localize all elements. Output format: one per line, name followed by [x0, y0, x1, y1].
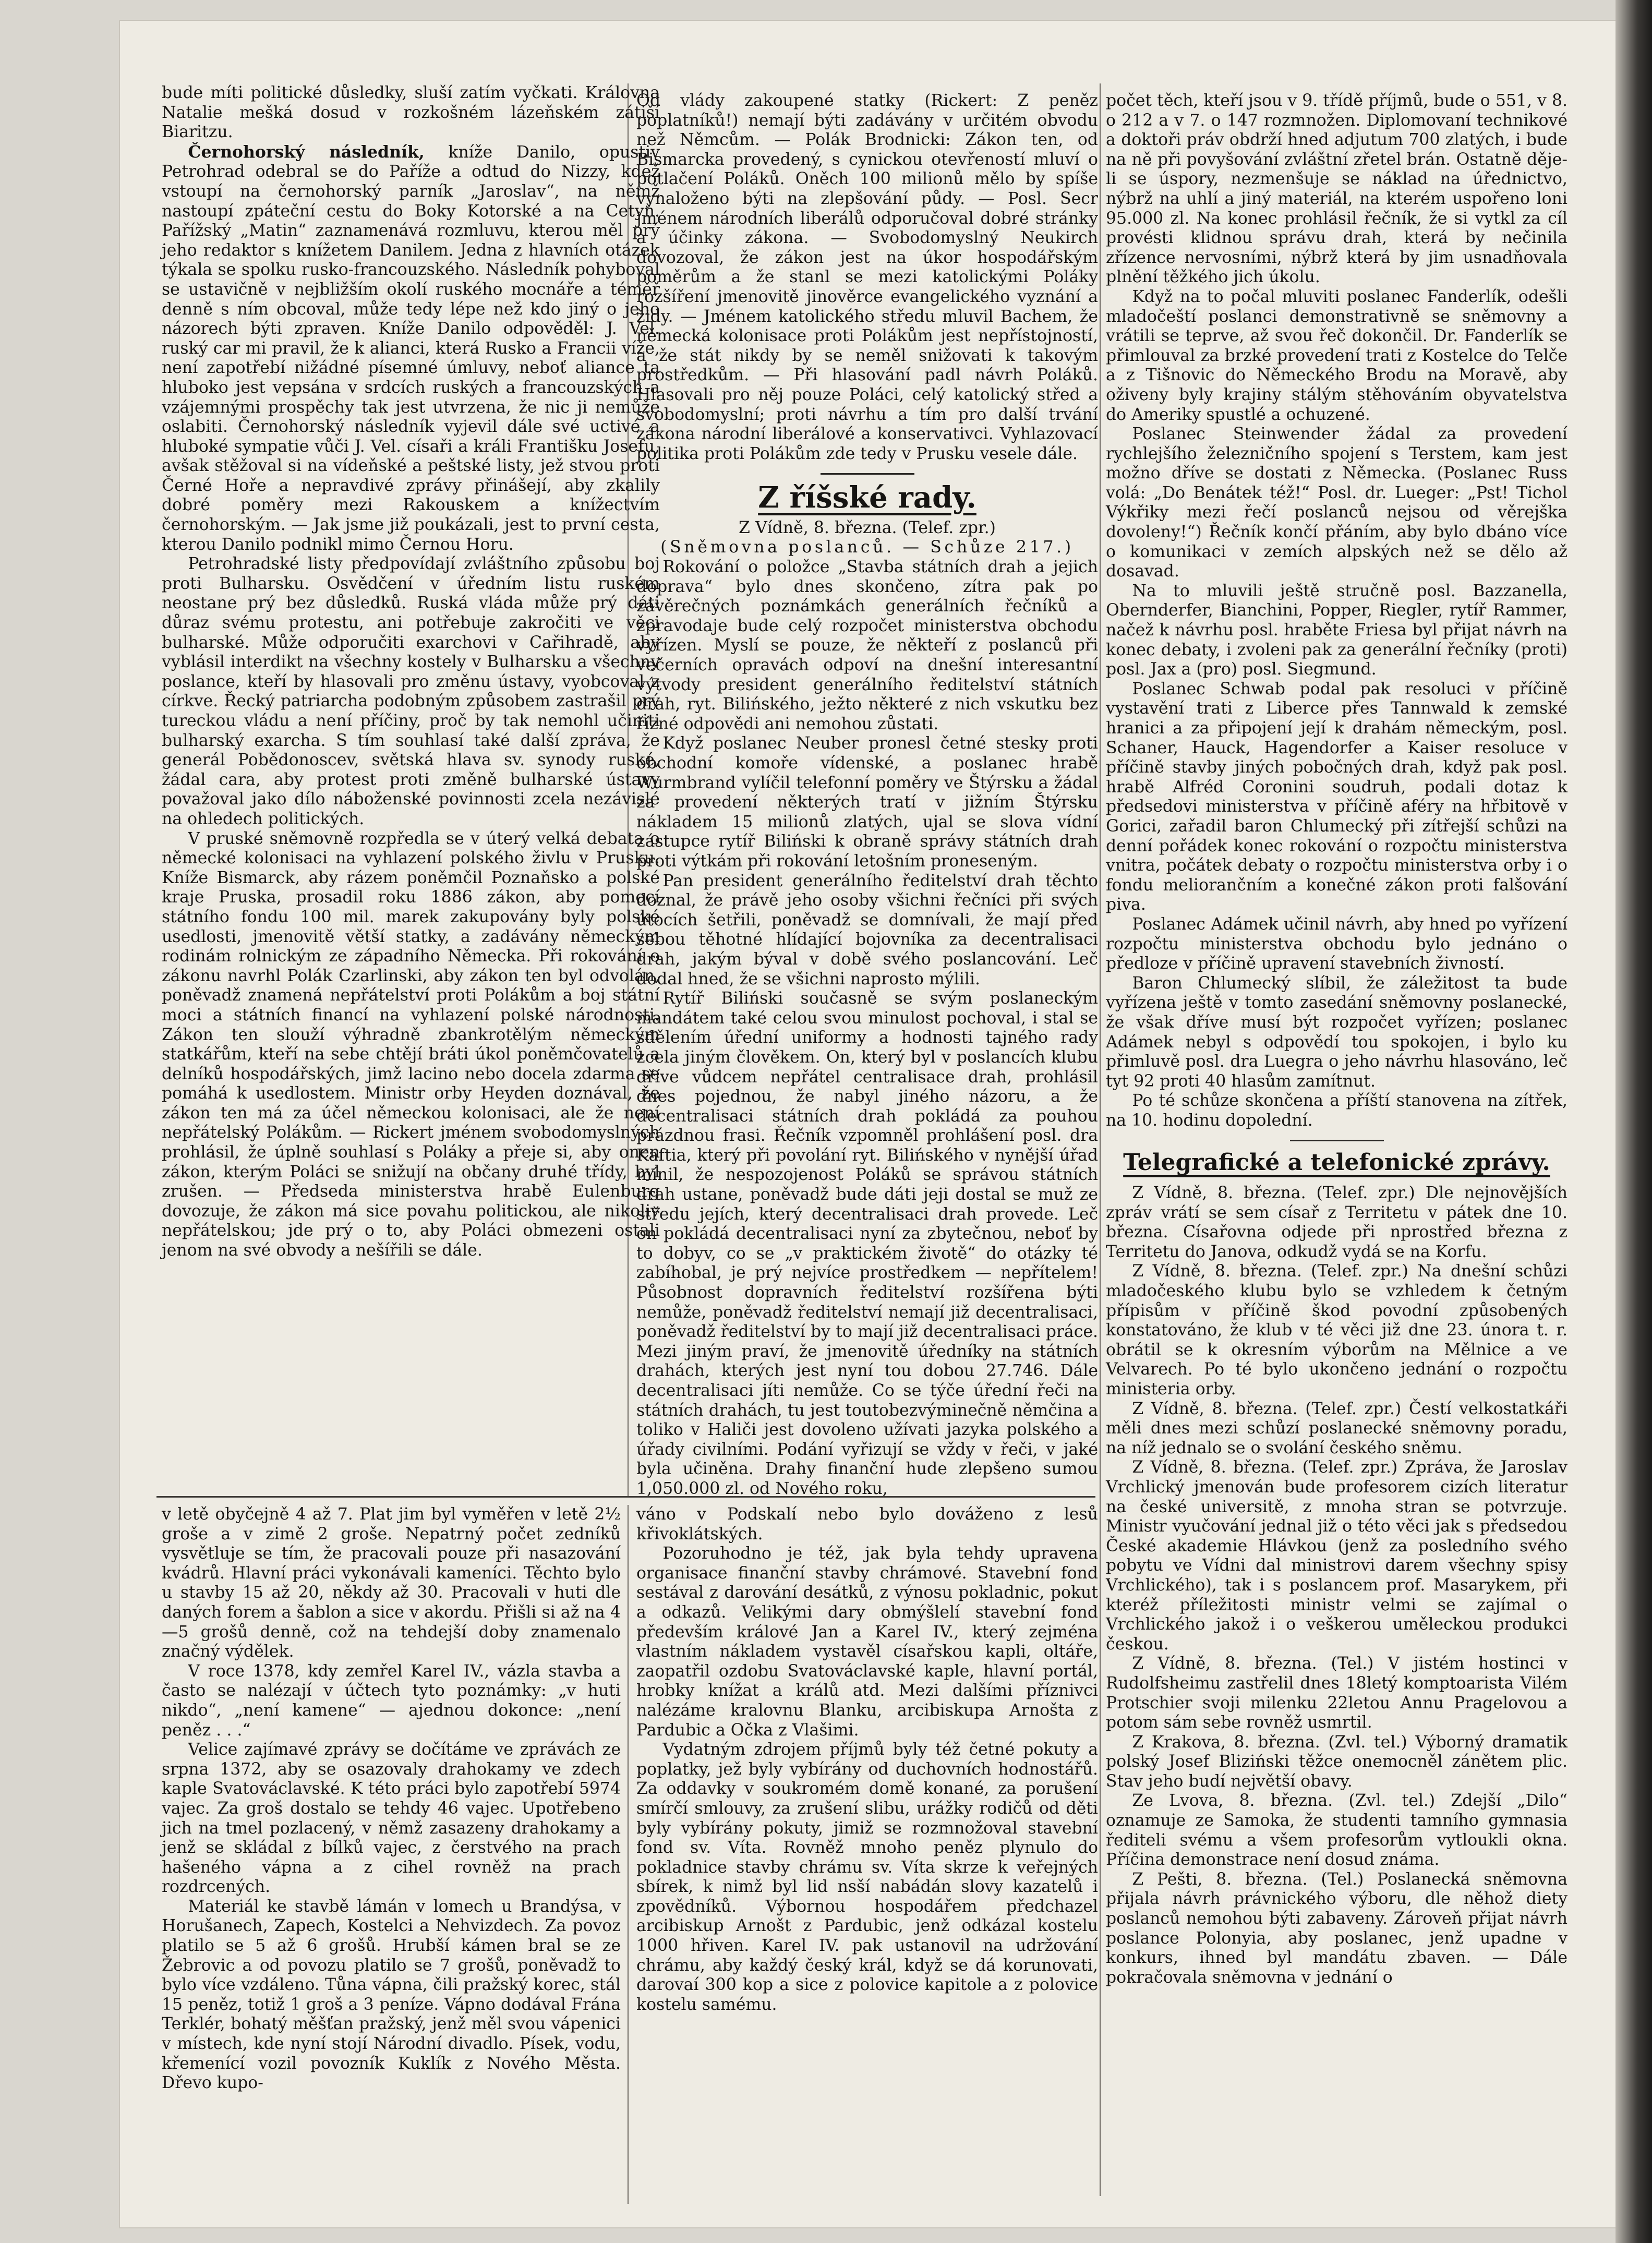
- paragraph: Rytíř Biliński současně se svým poslaneckým mandátem také celou svou minulost pochoval, i stal se sdělením úřední uniformy a hodnosti tajného rady zcela jiným člověkem. On, který byl v poslancích klubu dříve vůdcem nepřátel centralisace drah, prohlásil dnes pojednou, že nabyl jiného názoru, a že decentralisaci státních drah pokládá za pouhou prázdnou frasi. Řečník vzpomněl prohlášení posl. dra Kaftia, který při povolání ryt. Bilińského v nynější úřad mínil, že nespozojenost Poláků se správou státních drah ustane, poněvadž bude dáti jeji dostal se muž ze středu jejích, který decentralisaci drah provede. Leč on pokládá decentralisaci nyní za zbytečnou, neboť by to dobyv, co se „v praktickém životě“ do otázky té zabíhobal, je prý nejvíce prostředkem — nepřítelem! Působnost dopravních ředitelství rozšířena býti nemůže, poněvadž ředitelství nemají již decentralisaci, poněvadž ředitelství by to mají již decentralisaci práce. Mezi jiným praví, že jmenovitě úředníky na státních drahách, kterých jest nyní tou dobou 27.746. Dále decentralisaci jíti nemůže. Co se týče úřední řeči na státních drahách, tu jest toutobezvýminečně němčina a toliko v Haliči jest dovoleno užívati jazyka polského a úřady civilními. Podání vyřizují se vždy v řeči, v jaké byla učiněna. Drahy finanční hude zlepšeno sumou 1,050.000 zl. od Nového roku,: [636, 989, 1098, 1498]
- news-item: Z Vídně, 8. března. (Telef. zpr.) Dle nejnovějších zpráv vrátí se sem císař z Territetu v pátek dne 10. března. Císařovna odjede při nprostřed března z Territetu do Janova, odkudž vydá se na Korfu.: [1106, 1184, 1567, 1261]
- paragraph: Pozoruhodno je též, jak byla tehdy upravena organisace finanční stavby chrámové. Stavební fond sestával z darování desátků, z výnosu pokladnic, pokut a odkazů. Velikými dary obmýšlelí stavební fond především králové Jan a Karel IV., který zejména vlastním nákladem vystavěl císařskou kapli, oltáře, zaopatřil ozdobu Svatováclavské kaple, hlavní portál, hrobky knížat a králů atd. Mezi dalšími příznivci nalézáme kralovnu Blanku, arcibiskupa Arnošta z Pardubic a Očka z Vlašimi.: [636, 1544, 1098, 1740]
- paragraph: V pruské sněmovně rozpředla se v úterý velká debata o německé kolonisaci na vyhlazení polského živlu v Prusku. Kníže Bismarck, aby rázem poněmčil Poznaňsko a polské kraje Pruska, prosadil roku 1886 zákon, aby pomocí státního fondu 100 mil. marek zakupovány byly polské usedlosti, jmenovitě větší statky, a zadávány německým rodinám rolnickým ze západního Německa. Při rokování o zákonu navrhl Polák Czarlinski, aby zákon ten byl odvolán, poněvadž znamená nepřátelství proti Polákům a boj státní moci a státních financí na vyhlazení polské národnosti. Zákon ten slouží výhradně zbankrotělým německým statkářům, kteří na sebe chtějí bráti úkol poněmčovatelů a delníků hospodářských, jimž lacino nebo docela zdarma se pomáhá k usedlostem. Ministr orby Heyden doznával, že zákon ten má za účel německou kolonisaci, ale že není nepřátelský Polákům. — Rickert jménem svobodomyslných prohlásil, že úplně souhlasí s Poláky a přeje si, aby onen zákon, kterým Poláci se snižují na občany druhé třídy, byl zrušen. — Předseda ministerstva hrabě Eulenburg dovozuje, že zákon má sice povahu politickou, ale nikoliv nepřátelskou; jde prý o to, aby Poláci obmezeni ostali jenom na své obvody a nešířili se dále.: [162, 829, 660, 1260]
- column-1: [162, 83, 660, 1261]
- paragraph: Od vlády zakoupené statky (Rickert: Z peněz poplatníků!) nemají býti zadávány v určitém obvodu než Němcům. — Polák Brodnicki: Zákon ten, od Bismarcka provedený, s cynickou otevřeností mluví o potlačení Poláků. Oněch 100 milionů mělo by spíše vynaloženo býti na zlepšování půdy. — Posl. Secr jménem národních liberálů odporučoval dobré stránky a účinky zákona. — Svobodomyslný Neukirch dovozoval, že zákon jest na úkor hospodářským poměrům a že stanl se mezi katolickými Poláky rozšíření jmenovitě jinověrce evangelického vyznání a židy. — Jménem katolického středu mluvil Bachem, že německá kolonisace proti Polákům jest nepřístojností, a že stát nikdy by se neměl snižovati k takovým prostředkům. — Při hlasování padl návrh Poláků. Hlasovali pro něj pouze Poláci, celý katolický střed a svobodomyslní; proti návrhu a tím pro další trvání zákona národní liberálové a konservativci. Vyhlazovací politika proti Polákům zde tedy v Prusku vesele dále.: [636, 91, 1098, 463]
- news-item: Z Vídně, 8. března. (Telef. zpr.) Na dnešní schůzi mladočeského klubu bylo se vzhledem k četným přípisům v příčině škod povodní způsobených konstatováno, že klub v té věci již dne 23. února t. r. obrátil se k okresním výborům na Mělnice a ve Velvarech. Po té bylo ukončeno jednání o rozpočtu ministeria orby.: [1106, 1262, 1567, 1398]
- session-label: (Sněmovna poslanců. — Schůze 217.): [660, 538, 1074, 557]
- paragraph: Poslanec Adámek učinil návrh, aby hned po vyřízení rozpočtu ministerstva obchodu bylo jednáno o předloze v příčině upravení stavebních živností.: [1106, 914, 1567, 973]
- paragraph: Když poslanec Neuber pronesl četné stesky proti obchodní komoře vídenské, a poslanec hrabě Wurmbrand vylíčil telefonní poměry ve Štýrsku a žádal za provedení některých tratí v jižním Štýrsku nákladem 15 milionů zlatých, ujal se slova vídní zástupce rytíř Biliński k obraně správy státních drah proti výtkám při rokování letošním proneseným.: [636, 734, 1098, 871]
- paragraph: Materiál ke stavbě lámán v lomech u Brandýsa, v Horušanech, Zapech, Kostelci a Nehvizdech. Za povoz platilo se 5 až 6 grošů. Hrubší kámen bral se ze Žebrovic a od povozu platilo se 7 grošů, poněvadž to bylo více vzdáleno. Tůna vápna, čili pražský korec, stál 15 peněz, totiž 1 groš a 3 peníze. Vápno dodával Frána Terklér, bohatý měšťan pražský, jenž měl svou vápenici v místech, kde nyní stojí Národní divadlo. Písek, vodu, křemenící vozil povozník Kuklík z Nového Města. Dřevo kupo-: [162, 1897, 621, 2093]
- news-item: Z Vídně, 8. března. (Tel.) V jistém hostinci v Rudolfsheimu zastřelil dnes 18letý komptoarista Vilém Protschier svoji milenku 22letou Annu Pragelovou a potom sám sebe rovněž usmrtil.: [1106, 1654, 1567, 1732]
- paragraph: váno v Podskalí nebo bylo dováženo z lesů křivoklátských.: [636, 1505, 1098, 1543]
- paragraph: Poslanec Steinwender žádal za provedení rychlejšího železničního spojení s Terstem, kam jest možno dříve se dostati z Německa. (Poslanec Russ volá: „Do Benátek též!“ Posl. dr. Lueger: „Pst! Tichol Výkřiky mezi řečí poslanců nejsou od věrejška dovoleny!“) Řečník končí přáním, aby bylo dbáno více o komunikaci v zemích alpských než se dělo až dosavad.: [1106, 425, 1567, 581]
- news-item: Z Vídně, 8. března. (Telef. zpr.) Čestí velkostatkáři měli dnes mezi schůzí poslanecké sněmovny poradu, na níž jednalo se o svolání českého sněmu.: [1106, 1399, 1567, 1457]
- section-title: Telegrafické a telefonické zprávy.: [1123, 1149, 1550, 1176]
- feuilleton-column-2: [636, 1505, 1098, 2015]
- paragraph: Baron Chlumecký slíbil, že záležitost ta bude vyřízena ještě v tomto zasedání sněmovny poslanecké, že však dříve musí být rozpočet vyřízen; poslanec Adámek nebyl s odpovědí tou spokojen, i bylo ku přimluvě posl. dra Luegra o jeho návrhu hlasováno, leč tyt 92 proti 40 hlasům zamítnut.: [1106, 973, 1567, 1091]
- paragraph-text: kníže Danilo, opustiv Petrohrad odebral se do Paříže a odtud do Nizzy, kdež vstoupí na černohorský parník „Jaroslav“, na němž nastoupí zpáteční cestu do Boky Kotorské a na Cetyň. Pařížský „Matin“ zaznamenává rozmluvu, kterou měl prý jeho redaktor s knížetem Danilem. Jedna z hlavních otázek týkala se spolku rusko-francouzského. Následník pohyboval se ustavičně v nejbližším okolí ruského mocnáře a téměř denně s ním obcoval, může tedy lépe než kdo jiný o jeho názorech býti zpraven. Kníže Danilo odpověděl: J. Vel. ruský car mi pravil, že k alianci, která Rusko a Francii víže, není zapotřebí nižádné písemné úmluvy, neboť aliance ta hluboko jest vepsána v srdcích ruských a francouzských a vzájemnými prospěchy tak jest utvrzena, že nic ji nemůže oslabiti. Černohorský následník vyjevil dále své uctivé a hluboké sympatie vůči J. Vel. císaři a králi Františku Josefu, avšak stěžoval si na vídeňské a peštské listy, jež stvou proti Černé Hoře a nepravdivé zprávy přinášejí, aby zkalily dobré poměry mezi Rakouskem a knížectvím černohorským. — Jak jsme již poukázali, jest to první cesta, kterou Danilo podnikl mimo Černou Horu.: [162, 142, 660, 554]
- paragraph: V roce 1378, kdy zemřel Karel IV., vázla stavba a často se nalézají v účtech tyto poznámky: „v huti nikdo“, „není kamene“ — ajednou dokonce: „není peněz . . .“: [162, 1661, 621, 1740]
- paragraph: Pan president generálního ředitelství drah těchto doznal, že právě jeho osoby všichni řečníci při svých útocích šetřili, poněvadž se domnívali, že mají před sebou těhotné hlídající bojovníka za decentralisaci drah, jakým býval v době svého poslancování. Leč dodal hned, že se všichni naprosto mýlili.: [636, 871, 1098, 988]
- paragraph: Velice zajímavé zprávy se dočítáme ve zprávách ze srpna 1372, aby se osazovaly drahokamy ve zdech kaple Svatováclavské. K této práci bylo zapotřebí 5974 vajec. Za groš dostalo se tehdy 46 vajec. Upotřebeno jich na tmel pozlacený, v němž zasazeny drahokamy a jenž se skládal z bílků vajec, z čerstvého na prach hašeného vápna a z cihel rovněž na prach rozdrcených.: [162, 1740, 621, 1897]
- paragraph: Po té schůze skončena a příští stanovena na zítřek, na 10. hodinu dopolední.: [1106, 1091, 1567, 1130]
- paragraph: Vydatným zdrojem příjmů byly též četné pokuty a poplatky, jež byly vybírány od duchovních hodnostářů. Za oddavky v soukromém domě konané, za porušení smírčí smlouvy, za zrušení slibu, urážky rodičů od děti byly vybírány pokuty, jimiž se rozmnožoval stavební fond sv. Víta. Rovněž mnoho peněz plynulo do pokladnice stavby chrámu sv. Víta skrze k veřejných sbírek, k nimž byl lid nsší nabádán slovy kazatelů i zpovědníků. Výbornou hospodářem předchazel arcibiskup Arnošt z Pardubic, jenž odkázal kostelu 1000 hřiven. Karel IV. pak ustanovil na udržování chrámu, aby každý český král, když se dá korunovati, darovaí 300 kop a sice z polovice kapitole a z polovice kostelu samému.: [636, 1740, 1098, 2014]
- paragraph: Poslanec Schwab podal pak resoluci v příčině vystavění trati z Liberce přes Tannwald k zemské hranici a za připojení její k drahám německým, posl. Schaner, Hauck, Hagendorfer a Kaiser resoluce v příčině stavby jiných pobočných drah, když pak posl. hrabě Alfréd Coronini soudruh, podali dotaz k předsedovi ministerstva v příčině aféry na hřbitově v Gorici, zařadil baron Chlumecký při zítřejší schůzi na denní pořádek konec rokování o rozpočtu ministerstva vnitra, počátek debaty o rozpočtu ministerstva orby i o fondu meliorančním a konečné zákon proti falšování piva.: [1106, 679, 1567, 914]
- column-divider: [1100, 83, 1101, 2196]
- divider: [1290, 1140, 1384, 1141]
- scan-edge: [1615, 0, 1652, 2243]
- news-item: Ze Lvova, 8. března. (Zvl. tel.) Zdejší „Dilo“ oznamuje ze Samoka, že studenti tamního gymnasia řediteli svému a všem profesorům vytloukli okna. Příčina demonstrace není dosud známa.: [1106, 1791, 1567, 1870]
- paragraph: Když na to počal mluviti poslanec Fanderlík, odešli mladočeští poslanci demonstrativně se sněmovny a vrátili se teprve, až svou řeč dokončil. Dr. Fanderlík se přimlouval za brzké provedení trati z Kostelce do Telče a z Tišnovic do Německého Brodu na Moravě, aby oživeny byly krajiny stálým stěhováním obyvatelstva do Ameriky spustlé a ochuzené.: [1106, 287, 1567, 424]
- paragraph: Petrohradské listy předpovídají zvláštního způsobu boj proti Bulharsku. Osvědčení v úředním listu ruském neostane prý bez důsledků. Ruská vláda může prý dáti důraz svému protestu, ani potřebuje zakročiti ve věci bulharské. Může odporučiti exarchovi v Cařihradě, aby vyblásil interdikt na všechny kostely v Bulharsku a všechny poslance, kteří by hlasovali pro změnu ústavy, vyobcoval z církve. Řecký patriarcha podobným způsobem zastrašil prý tureckou vládu a není příčiny, proč by tak nemohl učiniti bulharský exarcha. S tím souhlasí také další zpráva, že generál Pobědonoscev, světská hlava sv. synody ruské, žádal cara, aby protest proti změně bulharské ústavy považoval jako dílo náboženské povinnosti zcela nezávislé na ohledech politických.: [162, 554, 660, 828]
- divider: [821, 473, 914, 475]
- news-item: Z Pešti, 8. března. (Tel.) Poslanecká sněmovna přijala návrh právnického výboru, dle něhož diety poslanců nemohou býti zabaveny. Zároveň přijat návrh poslance Polonyia, aby poslanec, jenž upadne v konkurs, ihned byl mandátu zbaven. — Dále pokračovala sněmovna v jednání o: [1106, 1870, 1567, 1987]
- paragraph: Rokování o položce „Stavba státních drah a jejich doprava“ bylo dnes skončeno, zítra pak po závěrečných poznámkách generálních řečníků a zpravodaje bude celý rozpočet ministerstva obchodu vyřízen. Myslí se pouze, že někteří z poslanců při večerních opravách odpoví na dnešní interesantní výtvody president generálního ředitelství státních drah, ryt. Bilińského, ježto některé z nich vskutku bez řízné odpovědi ani nemohou zůstati.: [636, 558, 1098, 733]
- feuilleton-column-1: [162, 1505, 621, 2093]
- column-3: [1106, 91, 1567, 1987]
- paragraph: bude míti politické důsledky, sluší zatím vyčkati. Královna Natalie mešká dosud v rozkošném lázeňském zátiší Biaritzu.: [162, 83, 660, 142]
- news-item: Z Vídně, 8. března. (Telef. zpr.) Zpráva, že Jaroslav Vrchlický jmenován bude profesorem cizích literatur na české universitě, z mnoha stran se potvrzuje. Ministr vyučování jednal již o této věci jak s předsedou České akademie Hlávkou (jenž za posledního svého pobytu ve Vídni dal ministrovi darem všechny spisy Vrchlického), tak i s poslancem prof. Masarykem, při kteréž příležitosti ministr velmi se zajímal o Vrchlického jakož i o veškerou uměleckou produkci českou.: [1106, 1458, 1567, 1654]
- section-title: Z říšské rady.: [758, 480, 976, 515]
- headline: Černohorský následník,: [188, 142, 425, 162]
- paragraph: [162, 142, 660, 554]
- news-item: Z Krakova, 8. března. (Zvl. tel.) Výborný dramatik polský Josef Bliziński těžce onemocněl zánětem plic. Stav jeho budí největší obavy.: [1106, 1732, 1567, 1791]
- dateline: Z Vídně, 8. března. (Telef. zpr.): [739, 518, 996, 537]
- paragraph: v letě obyčejně 4 až 7. Plat jim byl vyměřen v letě 2½ groše a v zimě 2 groše. Nepatrný počet zedníků vysvětluje se tím, že pracovali pouze při nasazování kvádrů. Hlavní práci vykonávali kameníci. Těchto bylo u stavby 15 až 20, někdy až 30. Pracovali v huti dle daných forem a šablon a sice v akordu. Přišli si až na 4—5 grošů denně, což na tehdejší doby znamenalo značný výdělek.: [162, 1505, 621, 1661]
- column-divider: [628, 1505, 629, 2204]
- paragraph: počet těch, kteří jsou v 9. třídě příjmů, bude o 551, v 8. o 212 a v 7. o 147 rozmnožen. Diplomovaní technikové a doktoři práv obdrží hned adjutum 700 zlatých, i bude na ně při povyšování zvláštní zřetel brán. Ostatně děje-li se úspory, nezmenšuje se náklad na úřednictvo, nýbrž na uhlí a jiný materiál, na kterém uspořeno loni 95.000 zl. Na konec prohlásil řečník, že si vytkl za cíl provésti klidnou správu drah, která by nečinila zřízence nervosními, nýbrž která by jim usnadňovala plnění těžkého jich úkolu.: [1106, 91, 1567, 287]
- column-2: [636, 91, 1098, 1499]
- paragraph: Na to mluvili ještě stručně posl. Bazzanella, Obernderfer, Bianchini, Popper, Riegler, rytíř Rammer, načež k návrhu posl. hraběte Friesa byl přijat návrh na konec debaty, i zvoleni pak za generální řečníky (proti) posl. Jax a (pro) posl. Siegmund.: [1106, 581, 1567, 679]
